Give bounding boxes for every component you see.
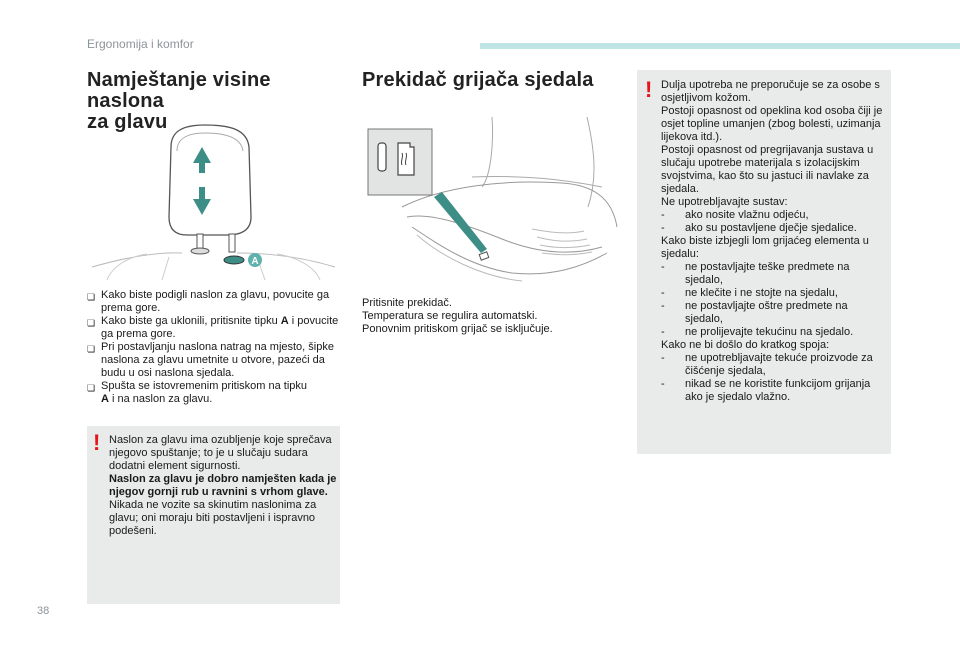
headrest-warning-box [87,426,340,604]
headrest-instructions [87,289,341,406]
instruction-line: Ponovnim pritiskom grijač se isključuje. [362,323,553,335]
warning-text: Naslon za glavu ima ozubljenje koje sprečava njegovo spuštanje; to je u slučaju sudara dodatni element sigurnosti. [109,434,332,472]
section-header: Ergonomija i komfor [87,37,194,51]
warning-text: Nikada ne vozite sa skinutim naslonima za glavu; oni moraju biti postavljeni i ispravno podešeni. [109,499,317,537]
instruction-line: Pritisnite prekidač. [362,297,452,309]
list-item: - nikad se ne koristite funkcijom grijanja ako je sjedalo vlažno. [661,378,871,403]
header-accent-bar [480,43,960,49]
warning-icon: ! [645,77,653,102]
list-item: - ne prolijevajte tekućinu na sjedalo. [661,326,854,338]
headrest-illustration [87,117,340,280]
page-number: 38 [37,605,50,617]
list-item: - ne klečite i ne stojte na sjedalu, [661,287,838,299]
label-a-icon: A [251,256,259,267]
seat-heater-illustration [362,117,622,285]
list-item: - ne postavljajte oštre predmete na sjedalo, [661,300,848,325]
warning-icon: ! [93,430,101,455]
headrest-title-line1: Namještanje visine naslona [87,69,271,112]
list-item: - ako su postavljene dječje sjedalice. [661,222,857,234]
seat-heater-warning-box: ! Dulja upotreba ne preporučuje se za osobe s osjetljivom kožom. Postoji opasnost od opeklina kod osoba čiji je osjet topline umanjen (zbog bolesti, uzimanja lijekova itd.). Postoji opasnost od pregrijavanja sustava u slučaju upotrebe materijala s izolacijskim svojstvima, kao što su jastuci ili navlake za sjedala. Ne upotrebljavajte sustav: - ako nosite vlažnu odjeću, - ako su postavljene dječje sjedalice. Kako biste izbjegli lom grijaćeg elementa u sjedalu: - ne postavljajte teške predmete na sjedalo, - ne klečite i ne stojte na sjedalu, - ne postavljajte oštre predmete na sjedalo, - ne prolijevajte tekućinu na sjedalo. Kako ne bi došlo do kratkog spoja: - ne upotrebljavajte tekuće proizvode za čišćenje sjedala, - nikad se ne koristite funkcijom grijanja ako je sjedalo vlažno. [637,70,891,454]
headrest-title-line2: za glavu [87,111,168,133]
list-item: ❏ Pri postavljanju naslona natrag na mjesto, šipke naslona za glavu umetnite u otvore, pazeći da budu u osi naslona sjedala. [87,341,334,379]
seat-heater-title: Prekidač grijača sjedala [362,69,594,91]
list-item: - ne postavljajte teške predmete na sjedalo, [661,261,850,286]
seat-heater-instructions [362,297,622,336]
list-item: ❏ Spušta se istovremenim pritiskom na tipku A i na naslon za glavu. [87,380,308,405]
list-item: - ne upotrebljavajte tekuće proizvode za čišćenje sjedala, [661,352,873,377]
instruction-line: Temperatura se regulira automatski. [362,310,538,322]
list-item: - ako nosite vlažnu odjeću, [661,209,809,221]
list-item: ❏ Kako biste podigli naslon za glavu, povucite ga prema gore. [87,289,330,314]
list-item: ❏ Kako biste ga uklonili, pritisnite tipku A i povucite ga prema gore. [87,315,339,340]
warning-bold-text: Naslon za glavu je dobro namješten kada je njegov gornji rub u ravnini s vrhom glave. [109,473,337,498]
